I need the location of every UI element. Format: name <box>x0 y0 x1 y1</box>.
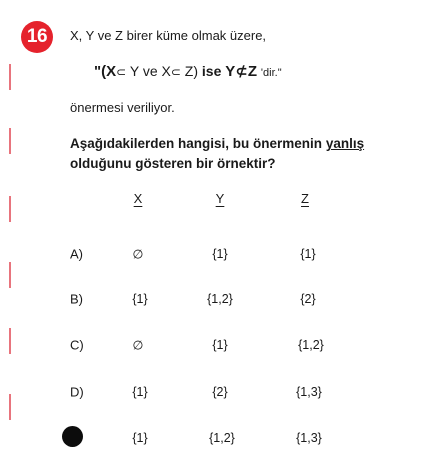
condition-open: "( <box>94 63 107 80</box>
option-d-x: {1} <box>132 385 148 399</box>
condition-ise: ise <box>201 63 222 79</box>
column-header-z: Z <box>301 191 309 206</box>
option-b-x: {1} <box>132 292 148 306</box>
option-label-b[interactable]: B) <box>70 291 83 307</box>
condition-ve: ve <box>142 63 158 79</box>
subset-symbol: ⊂ <box>116 65 127 79</box>
question-prompt <box>70 134 415 174</box>
condition-z2: Z <box>247 63 258 80</box>
condition-x1: X <box>106 63 117 80</box>
condition-y1: Y <box>129 63 139 79</box>
condition-z1: Z) <box>184 63 199 79</box>
option-c-y: {1} <box>212 338 228 352</box>
condition-tail: 'dir." <box>260 67 282 79</box>
option-label-a[interactable]: A) <box>70 246 83 262</box>
prompt-after: olduğunu gösteren bir örnektir? <box>70 156 276 171</box>
condition-y2: Y <box>225 63 236 80</box>
option-d-z: {1,3} <box>296 385 322 399</box>
column-header-y: Y <box>215 191 225 206</box>
option-b-z: {2} <box>300 292 316 306</box>
option-a-z: {1} <box>300 247 316 261</box>
selected-answer-marker[interactable] <box>62 426 83 447</box>
option-a-x: ∅ <box>132 247 144 262</box>
question-number-badge: 16 <box>21 21 53 53</box>
option-a-y: {1} <box>212 247 228 261</box>
margin-mark <box>9 262 11 288</box>
margin-mark <box>9 64 11 90</box>
option-b-y: {1,2} <box>207 292 233 306</box>
option-e-z: {1,3} <box>296 431 322 445</box>
proposition-given-text: önermesi veriliyor. <box>70 100 175 115</box>
condition-x2: X <box>161 63 171 79</box>
option-c-x: ∅ <box>132 338 144 353</box>
option-label-c[interactable]: C) <box>70 337 84 353</box>
margin-mark <box>9 394 11 420</box>
option-c-z: {1,2} <box>298 338 324 352</box>
prompt-before: Aşağıdakilerden hangisi, bu önermenin <box>70 136 326 151</box>
not-subset-symbol: ⊄ <box>235 63 248 80</box>
subset-symbol: ⊂ <box>170 65 181 79</box>
column-header-x: X <box>133 191 143 206</box>
margin-mark <box>9 128 11 154</box>
margin-mark <box>9 328 11 354</box>
option-e-y: {1,2} <box>209 431 235 445</box>
margin-mark <box>9 196 11 222</box>
option-e-x: {1} <box>132 431 148 445</box>
proposition-statement <box>94 62 282 80</box>
question-intro: X, Y ve Z birer küme olmak üzere, <box>70 28 267 43</box>
prompt-underlined-word: yanlış <box>325 136 365 151</box>
option-label-d[interactable]: D) <box>70 384 84 400</box>
option-d-y: {2} <box>212 385 228 399</box>
